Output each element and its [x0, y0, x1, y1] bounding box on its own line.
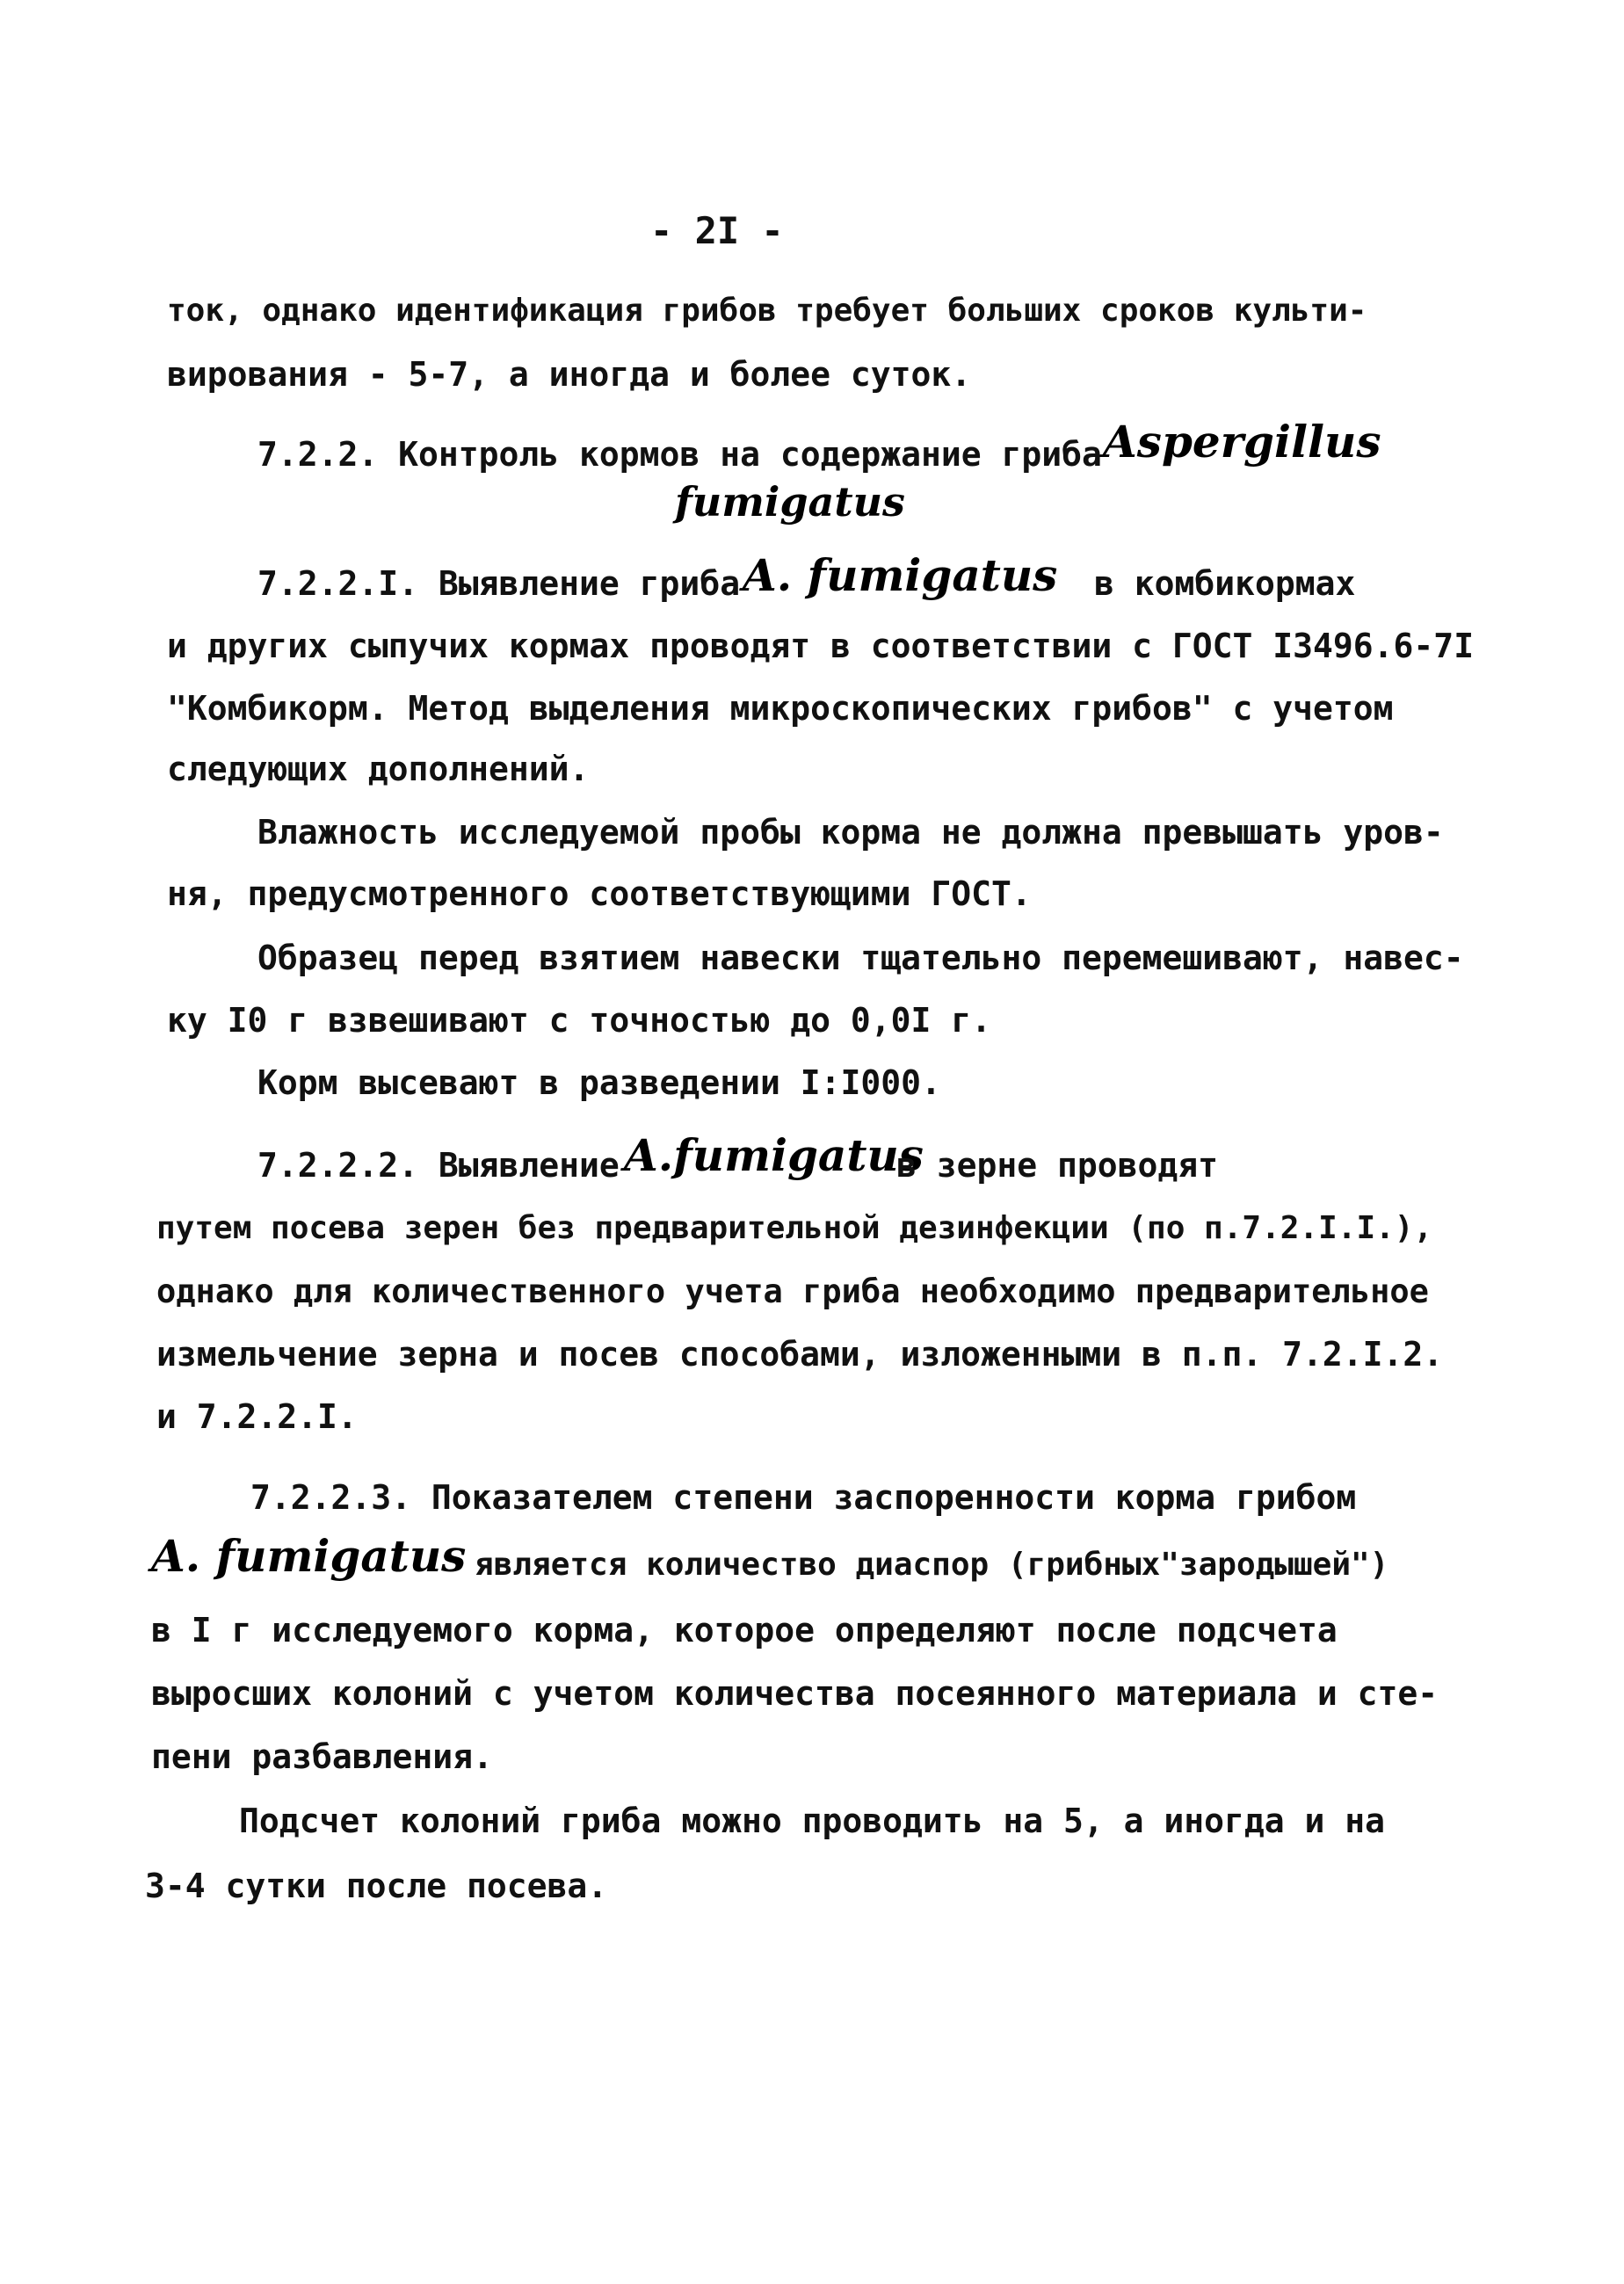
text-line: Подсчет колоний гриба можно проводить на 5, а иногда и на [239, 1802, 1386, 1840]
text-line: является количество диаспор (грибных"зародышей") [475, 1547, 1389, 1583]
text-line: и 7.2.2.I. [156, 1397, 358, 1436]
section-heading: 7.2.2. Контроль кормов на содержание гриба [257, 435, 1102, 474]
text-line: 7.2.2.I. Выявление гриба [257, 564, 741, 603]
text-line: Корм высевают в разведении I:I000. [257, 1063, 941, 1102]
handwritten-species-name: Aspergillus [1103, 416, 1381, 468]
text-line: однако для количественного учета гриба необходимо предварительное [156, 1273, 1429, 1310]
text-line: ня, предусмотренного соответствующими ГОСТ. [167, 874, 1032, 913]
text-line: 3-4 сутки после посева. [145, 1867, 608, 1905]
text-line: в зерне проводят [896, 1146, 1219, 1185]
text-line: "Комбикорм. Метод выделения микроскопических грибов" с учетом [167, 689, 1394, 728]
text-line: 7.2.2.3. Показателем степени заспоренности корма грибом [250, 1478, 1357, 1517]
handwritten-species-name: A. fumigatus [743, 549, 1058, 601]
text-line: ку I0 г взвешивают с точностью до 0,0I г. [167, 1001, 991, 1040]
text-line: пени разбавления. [151, 1737, 493, 1776]
text-line: Влажность исследуемой пробы корма не должна превышать уров- [257, 813, 1444, 852]
text-line: выросших колоний с учетом количества посеянного материала и сте- [151, 1674, 1439, 1713]
handwritten-species-name: A. fumigatus [151, 1530, 467, 1582]
text-line: измельчение зерна и посев способами, изложенными в п.п. 7.2.I.2. [156, 1335, 1444, 1374]
text-line: и других сыпучих кормах проводят в соответствии с ГОСТ I3496.6-7I [167, 627, 1475, 665]
handwritten-species-name: fumigatus [675, 478, 905, 526]
page-number: - 2I - [650, 209, 784, 252]
text-line: следующих дополнений. [167, 750, 590, 788]
text-line: ток, однако идентификация грибов требует больших сроков культи- [167, 293, 1367, 329]
text-line: Образец перед взятием навески тщательно перемешивают, навес- [257, 939, 1464, 977]
handwritten-species-name: A.fumigatus [624, 1129, 924, 1181]
text-line: вирования - 5-7, а иногда и более суток. [167, 355, 972, 394]
text-line: в I г исследуемого корма, которое определяют после подсчета [151, 1611, 1338, 1650]
text-line: 7.2.2.2. Выявление [257, 1146, 620, 1185]
text-line: путем посева зерен без предварительной дезинфекции (по п.7.2.I.I.), [156, 1210, 1433, 1246]
text-line: в комбикормах [1094, 564, 1356, 603]
